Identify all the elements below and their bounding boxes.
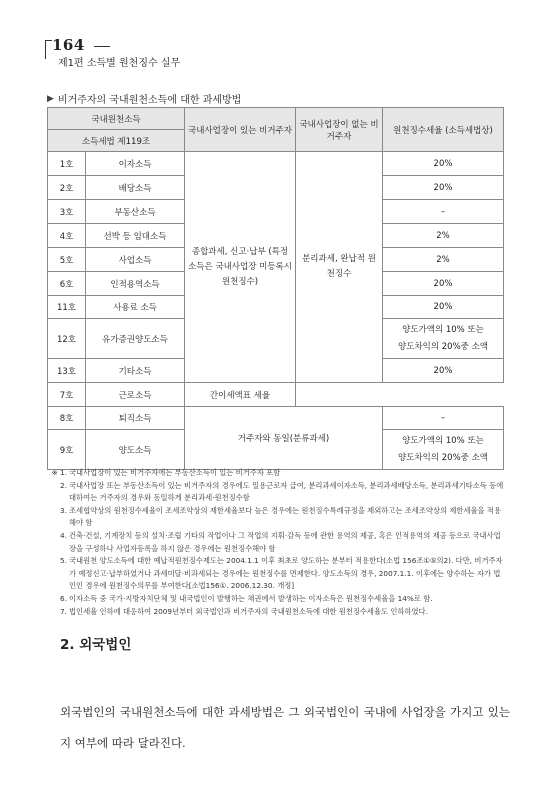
footnote <box>47 505 507 530</box>
section-title <box>47 91 241 106</box>
row-rate: 2% <box>383 224 504 248</box>
footnote-text: 법인세율 인하에 대응하여 2009년부터 외국법인과 비거주자의 국내원천소득에 대한 원천징수세율도 인하하였다. <box>69 606 428 616</box>
footnote <box>47 555 507 593</box>
row-code: 8호 <box>48 407 86 430</box>
row-rate: 양도가액의 10% 또는 양도차익의 20%중 소액 <box>383 319 504 359</box>
row-name: 사용료 소득 <box>86 296 185 319</box>
row-code: 4호 <box>48 224 86 248</box>
row-code: 2호 <box>48 176 86 200</box>
section-title-text: 비거주자의 국내원천소득에 대한 과세방법 <box>57 95 242 106</box>
footnote-text: 국내사업장이 있는 비거주자에는 부동산소득이 있는 비거주자 포함 <box>69 468 281 477</box>
footnote-text: 건축·건설, 기계장치 등의 설치·조립 기타의 작업이나 그 작업의 지휘·감독 등에 관한 용역의 제공, 혹은 인적용역의 제공 등으로 국내사업장을 구성하나 사업자등록을 하지 않은 경우에는 원천징수해야 함 <box>69 530 501 553</box>
footnotes <box>47 467 507 618</box>
row-rate: 20% <box>383 152 504 176</box>
row-code: 12호 <box>48 319 86 359</box>
row-name: 인적용역소득 <box>86 272 185 296</box>
row-rate: 20% <box>383 296 504 319</box>
footnote-number: 7. <box>60 606 67 616</box>
header-income-law: 소득세법 제119조 <box>48 130 185 152</box>
row-code: 7호 <box>48 383 86 407</box>
table-row <box>48 152 504 176</box>
row-code: 11호 <box>48 296 86 319</box>
footnote-number: 2. <box>60 480 67 490</box>
row-rate: 2% <box>383 248 504 272</box>
merged-with-pe: 종합과세, 신고·납부 (특정소득은 국내사업장 미등록시 원천징수) <box>185 152 296 383</box>
row-name: 유가증권양도소득 <box>86 319 185 359</box>
row-name: 선박 등 임대소득 <box>86 224 185 248</box>
row-name: 양도소득 <box>86 430 185 470</box>
row-code: 1호 <box>48 152 86 176</box>
row-rate: 20% <box>383 359 504 383</box>
table-row <box>48 383 504 407</box>
taxation-table <box>47 107 504 470</box>
footnote <box>47 467 507 480</box>
row-rate: 양도가액의 10% 또는 양도차익의 20%중 소액 <box>383 430 504 470</box>
row-rate: 20% <box>383 176 504 200</box>
section-heading: 2. 외국법인 <box>60 637 132 653</box>
header-with-pe: 국내사업장이 있는 비거주자 <box>185 108 296 152</box>
footnote-number: 5. <box>60 556 67 566</box>
footnote <box>47 530 507 555</box>
table-row <box>48 407 504 430</box>
footnote-text: 조세협약상의 원천징수세율이 조세조약상의 제한세율보다 높은 경우에는 원천징수특례규정을 제외하고는 조세조약상의 제한세율을 적용해야 함 <box>69 505 502 528</box>
row-name: 부동산소득 <box>86 200 185 224</box>
footnote <box>47 593 507 606</box>
row-name: 근로소득 <box>86 383 185 407</box>
row-code: 9호 <box>48 430 86 470</box>
footnote-text: 이자소득 중 국가·지방자치단체 및 내국법인이 발행하는 채권에서 발생하는 이자소득은 원천징수세율을 14%로 함. <box>69 593 433 603</box>
footnote-number: 3. <box>60 505 67 515</box>
footnote <box>47 606 507 619</box>
row-name: 배당소득 <box>86 176 185 200</box>
header-income: 국내원천소득 <box>48 108 185 130</box>
body-paragraph: 외국법인의 국내원천소득에 대한 과세방법은 그 외국법인이 국내에 사업장을 가지고 있는지 여부에 따라 달라진다. <box>60 705 510 750</box>
header-without-pe: 국내사업장이 없는 비거주자 <box>296 108 383 152</box>
header-rule <box>94 46 110 47</box>
row-name: 기타소득 <box>86 359 185 383</box>
header-bracket <box>45 40 52 59</box>
row-code: 6호 <box>48 272 86 296</box>
arrow-icon: ▶ <box>47 93 54 104</box>
row-name: 퇴직소득 <box>86 407 185 430</box>
page-number: 164 <box>52 36 85 54</box>
row-code: 5호 <box>48 248 86 272</box>
row-code: 13호 <box>48 359 86 383</box>
row-rate: 간이세액표 세율 <box>185 383 296 407</box>
row-name: 이자소득 <box>86 152 185 176</box>
row-rate: – <box>383 407 504 430</box>
row-rate: – <box>383 200 504 224</box>
footnote-number: 6. <box>60 593 67 603</box>
merged-without-pe: 분리과세, 완납적 원천징수 <box>296 152 383 383</box>
footnote-text: 국내원천 양도소득에 대한 예납적원천징수제도는 2004.1.1 이후 최초로 양도하는 분부터 적용한다(소법 156조①⑤의2). 다만, 비거주자가 예정신고·납부하였거나 과세미달·비과세되는 경우에는 원천징수를 면제한다. 양도소득의 경우, 2007.1.1. 이후에는 양수하는 자가 법인인 경우에 원천징수의무를 부여한다[소법156①. 2006.12.30. 개정] <box>69 556 503 591</box>
chapter-title: 제1편 소득별 원천징수 실무 <box>58 58 181 69</box>
merged-bottom: 거주자와 동일(분류과세) <box>185 407 383 470</box>
footnote-number: 4. <box>60 530 67 540</box>
footnote <box>47 480 507 505</box>
row-name: 사업소득 <box>86 248 185 272</box>
row-rate: 20% <box>383 272 504 296</box>
header-rate: 원천징수세율 (소득세법상) <box>383 108 504 152</box>
footnote-number: ※ 1. <box>51 468 67 477</box>
footnote-text: 국내사업장 또는 부동산소득이 있는 비거주자의 경우에도 일용근로자 급여, 분리과세이자소득, 분리과세배당소득, 분리과세기타소득 등에 대하여는 거주자의 경우와 동일하게 분리과세·원천징수함 <box>69 480 504 503</box>
row-code: 3호 <box>48 200 86 224</box>
